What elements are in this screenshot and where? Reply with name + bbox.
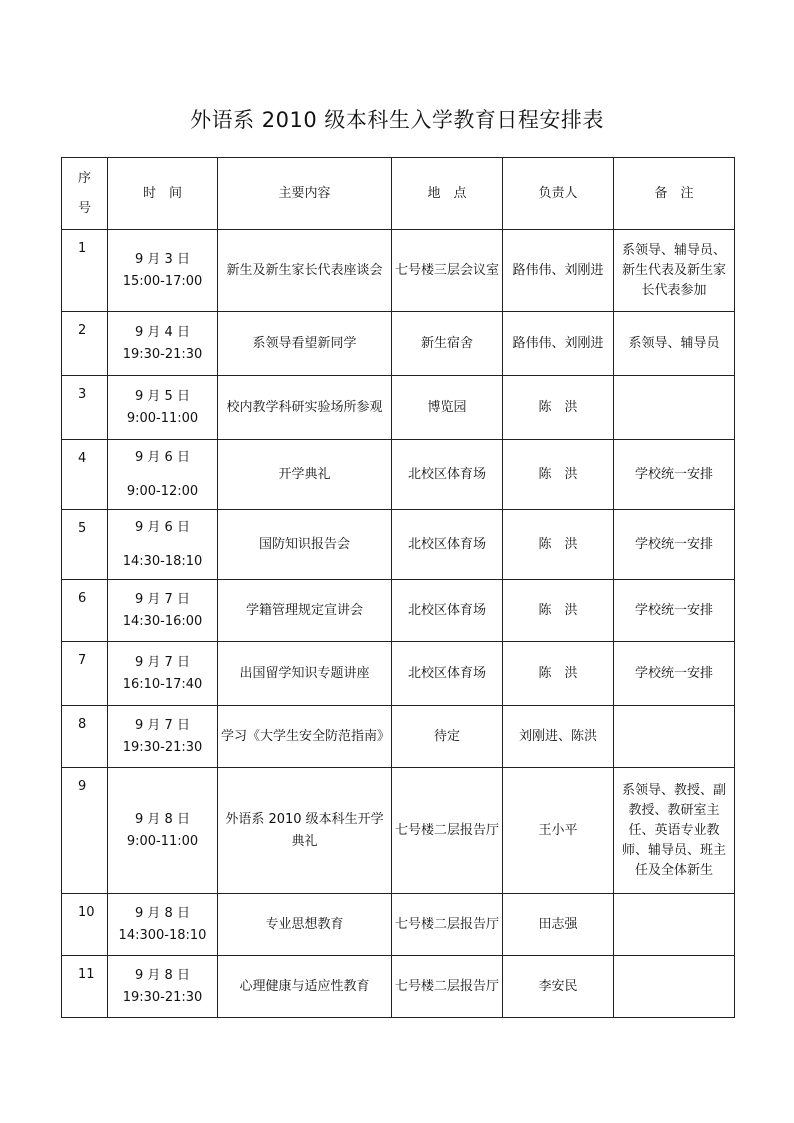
row-content: 学籍管理规定宣讲会	[218, 580, 392, 642]
row-seq: 5	[62, 510, 108, 580]
header-row	[62, 158, 735, 230]
row-place: 北校区体育场	[392, 510, 503, 580]
header-note: 备 注	[614, 158, 735, 230]
row-date: 9 月 8 日	[135, 811, 190, 827]
row-note: 系领导、辅导员	[614, 312, 735, 376]
row-seq: 2	[62, 312, 108, 376]
row-seq: 8	[62, 706, 108, 768]
table-row	[62, 706, 735, 768]
schedule-table	[61, 157, 735, 1018]
row-seq: 10	[62, 894, 108, 956]
header-seq	[62, 158, 108, 230]
row-datetime	[108, 440, 218, 510]
row-date: 9 月 3 日	[135, 251, 190, 267]
row-person: 陈 洪	[503, 376, 614, 440]
row-time: 15:00-17:00	[122, 273, 203, 289]
row-datetime	[108, 510, 218, 580]
row-note: 学校统一安排	[614, 510, 735, 580]
row-time: 19:30-21:30	[122, 989, 203, 1005]
row-time: 14:300-18:10	[118, 927, 207, 943]
row-place: 北校区体育场	[392, 440, 503, 510]
row-seq: 7	[62, 642, 108, 706]
row-place: 七号楼二层报告厅	[392, 894, 503, 956]
row-date: 9 月 8 日	[135, 967, 190, 983]
row-date: 9 月 7 日	[135, 591, 190, 607]
row-datetime	[108, 312, 218, 376]
row-content: 外语系 2010 级本科生开学典礼	[218, 768, 392, 894]
row-seq: 6	[62, 580, 108, 642]
row-content: 学习《大学生安全防范指南》	[218, 706, 392, 768]
row-person: 田志强	[503, 894, 614, 956]
row-seq: 1	[62, 230, 108, 312]
row-date: 9 月 7 日	[135, 717, 190, 733]
header-place: 地 点	[392, 158, 503, 230]
row-time: 9:00-11:00	[126, 410, 199, 426]
row-content: 系领导看望新同学	[218, 312, 392, 376]
row-datetime-gap	[111, 469, 214, 481]
row-place: 北校区体育场	[392, 580, 503, 642]
row-datetime-gap	[111, 539, 214, 551]
row-datetime	[108, 956, 218, 1018]
table-row	[62, 440, 735, 510]
row-date: 9 月 4 日	[135, 324, 190, 340]
table-row	[62, 376, 735, 440]
row-date: 9 月 7 日	[135, 654, 190, 670]
table-row	[62, 956, 735, 1018]
row-time: 19:30-21:30	[122, 346, 203, 362]
header-person: 负责人	[503, 158, 614, 230]
row-time: 9:00-12:00	[126, 483, 199, 499]
row-datetime	[108, 642, 218, 706]
row-content: 专业思想教育	[218, 894, 392, 956]
header-seq-line1: 序	[77, 170, 91, 186]
table-row	[62, 312, 735, 376]
row-note	[614, 894, 735, 956]
row-content: 校内教学科研实验场所参观	[218, 376, 392, 440]
table-row	[62, 768, 735, 894]
row-time: 14:30-18:10	[122, 553, 203, 569]
row-seq: 9	[62, 768, 108, 894]
row-content: 出国留学知识专题讲座	[218, 642, 392, 706]
row-person: 王小平	[503, 768, 614, 894]
row-note: 学校统一安排	[614, 642, 735, 706]
row-note: 学校统一安排	[614, 580, 735, 642]
row-datetime	[108, 768, 218, 894]
row-person: 刘刚进、陈洪	[503, 706, 614, 768]
header-seq-line2: 号	[77, 200, 91, 216]
row-time: 19:30-21:30	[122, 739, 203, 755]
row-seq: 11	[62, 956, 108, 1018]
row-person: 陈 洪	[503, 440, 614, 510]
row-datetime	[108, 706, 218, 768]
row-note: 学校统一安排	[614, 440, 735, 510]
row-person: 路伟伟、刘刚进	[503, 230, 614, 312]
header-content: 主要内容	[218, 158, 392, 230]
row-datetime	[108, 894, 218, 956]
row-note: 系领导、辅导员、新生代表及新生家长代表参加	[614, 230, 735, 312]
row-date: 9 月 8 日	[135, 905, 190, 921]
table-row	[62, 894, 735, 956]
row-note: 系领导、教授、副教授、教研室主任、英语专业教师、辅导员、班主任及全体新生	[614, 768, 735, 894]
row-person: 陈 洪	[503, 580, 614, 642]
row-datetime	[108, 580, 218, 642]
row-person: 陈 洪	[503, 642, 614, 706]
header-time: 时 间	[108, 158, 218, 230]
row-place: 博览园	[392, 376, 503, 440]
row-note	[614, 376, 735, 440]
page-title: 外语系 2010 级本科生入学教育日程安排表	[190, 108, 604, 132]
row-datetime	[108, 376, 218, 440]
row-date: 9 月 5 日	[135, 388, 190, 404]
row-date: 9 月 6 日	[135, 519, 190, 535]
row-place: 北校区体育场	[392, 642, 503, 706]
row-place: 七号楼二层报告厅	[392, 956, 503, 1018]
row-place: 待定	[392, 706, 503, 768]
row-person: 路伟伟、刘刚进	[503, 312, 614, 376]
row-person: 陈 洪	[503, 510, 614, 580]
row-content: 开学典礼	[218, 440, 392, 510]
row-seq: 4	[62, 440, 108, 510]
row-place: 新生宿舍	[392, 312, 503, 376]
row-datetime	[108, 230, 218, 312]
row-time: 9:00-11:00	[126, 833, 199, 849]
row-place: 七号楼二层报告厅	[392, 768, 503, 894]
table-row	[62, 230, 735, 312]
row-note	[614, 706, 735, 768]
table-row	[62, 642, 735, 706]
row-content: 国防知识报告会	[218, 510, 392, 580]
row-person: 李安民	[503, 956, 614, 1018]
row-seq: 3	[62, 376, 108, 440]
table-row	[62, 510, 735, 580]
row-date: 9 月 6 日	[135, 449, 190, 465]
row-time: 16:10-17:40	[122, 676, 203, 692]
row-time: 14:30-16:00	[122, 613, 203, 629]
table-row	[62, 580, 735, 642]
row-content: 心理健康与适应性教育	[218, 956, 392, 1018]
row-content: 新生及新生家长代表座谈会	[218, 230, 392, 312]
row-note	[614, 956, 735, 1018]
row-place: 七号楼三层会议室	[392, 230, 503, 312]
